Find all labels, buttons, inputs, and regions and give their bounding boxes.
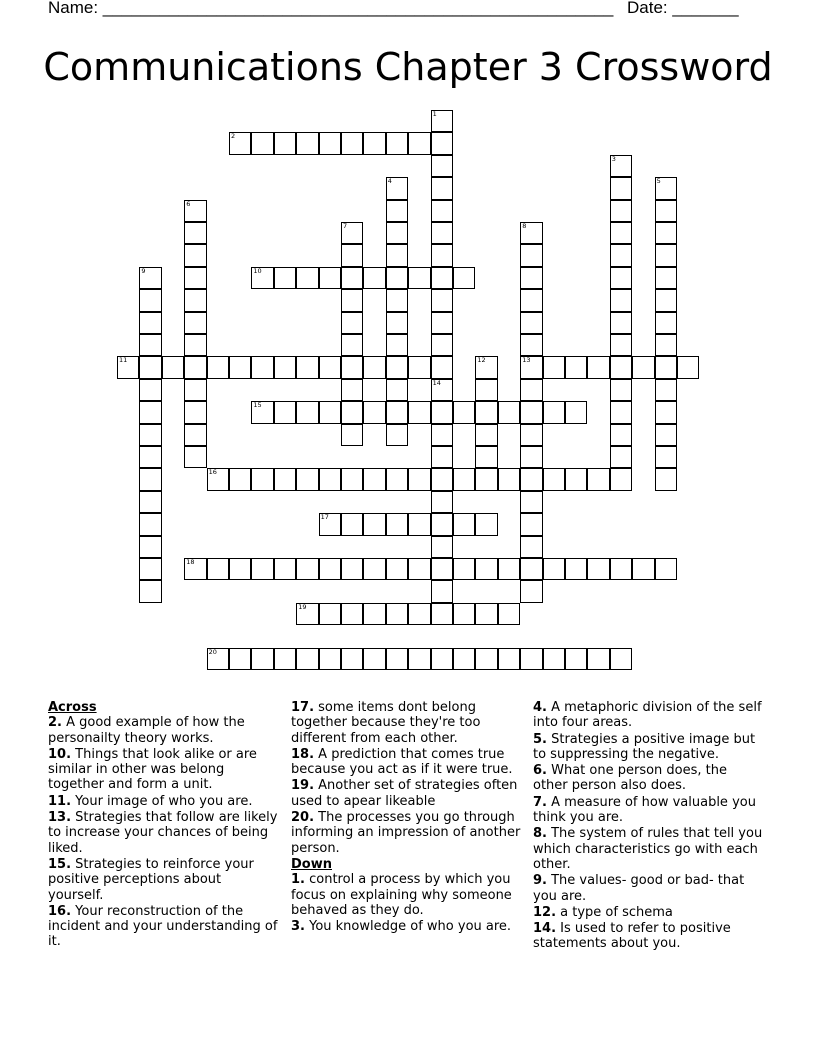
crossword-cell[interactable] [655,558,677,580]
crossword-cell[interactable] [207,648,229,670]
crossword-cell[interactable] [251,267,273,289]
crossword-cell[interactable] [363,603,385,625]
crossword-cell[interactable] [431,155,453,177]
cell-number: 2 [231,132,236,141]
crossword-cell[interactable] [610,356,632,378]
clue-across-10: 10. Things that look alike or are similar in other was belong together and form a unit. [48,746,257,793]
date-field-label: Date: _______ [627,0,739,17]
crossword-cell[interactable] [408,356,430,378]
crossword-cell[interactable] [498,468,520,490]
crossword-cell[interactable] [363,468,385,490]
crossword-cell[interactable] [431,289,453,311]
crossword-cell[interactable] [139,424,161,446]
crossword-cell[interactable] [319,513,341,535]
crossword-cell[interactable] [520,648,542,670]
crossword-cell[interactable] [431,468,453,490]
crossword-cell[interactable] [341,356,363,378]
crossword-cell[interactable] [319,356,341,378]
crossword-cell[interactable] [319,468,341,490]
crossword-cell[interactable] [453,513,475,535]
crossword-cell[interactable] [408,401,430,423]
crossword-cell[interactable] [229,356,251,378]
crossword-cell[interactable] [565,648,587,670]
crossword-cell[interactable] [274,648,296,670]
name-field-label: Name: ______________________________________________________ [48,0,614,17]
crossword-cell[interactable] [655,312,677,334]
crossword-cell[interactable] [184,334,206,356]
clue-down-5: 5. Strategies a positive image but to suppressing the negative. [533,731,756,762]
crossword-cell[interactable] [162,356,184,378]
crossword-cell[interactable] [431,132,453,154]
crossword-cell[interactable] [341,312,363,334]
crossword-cell[interactable] [363,132,385,154]
crossword-cell[interactable] [655,379,677,401]
crossword-cell[interactable] [431,580,453,602]
crossword-cell[interactable] [655,356,677,378]
crossword-cell[interactable] [251,648,273,670]
crossword-cell[interactable] [610,334,632,356]
crossword-cell[interactable] [341,132,363,154]
clue-across-17: 17. some items dont belong together because they're too different from each other. [291,700,481,746]
crossword-cell[interactable] [341,379,363,401]
crossword-cell[interactable] [139,446,161,468]
crossword-cell[interactable] [274,558,296,580]
crossword-cell[interactable] [386,312,408,334]
crossword-cell[interactable] [498,648,520,670]
cell-number: 14 [432,378,441,387]
crossword-cell[interactable] [520,401,542,423]
cell-number: 17 [320,513,329,522]
crossword-cell[interactable] [363,558,385,580]
crossword-cell[interactable] [386,267,408,289]
crossword-cell[interactable] [363,401,385,423]
crossword-cell[interactable] [296,401,318,423]
crossword-cell[interactable] [341,513,363,535]
cell-number: 5 [656,177,661,186]
cell-number: 11 [119,356,128,365]
crossword-cell[interactable] [520,468,542,490]
crossword-cell[interactable] [543,648,565,670]
crossword-cell[interactable] [386,132,408,154]
crossword-cell[interactable] [655,177,677,199]
crossword-cell[interactable] [677,356,699,378]
crossword-cell[interactable] [655,267,677,289]
crossword-cell[interactable] [431,312,453,334]
cell-number: 9 [141,266,146,275]
crossword-cell[interactable] [184,424,206,446]
crossword-cell[interactable] [655,446,677,468]
crossword-cell[interactable] [565,468,587,490]
clues-column-3 [533,700,765,953]
clue-across-18: 18. A prediction that comes true because you act as if it were true. [291,746,513,778]
crossword-cell[interactable] [475,558,497,580]
crossword-cell[interactable] [386,424,408,446]
crossword-cell[interactable] [319,648,341,670]
crossword-cell[interactable] [319,603,341,625]
crossword-cell[interactable] [655,289,677,311]
crossword-cell[interactable] [184,312,206,334]
crossword-cell[interactable] [655,401,677,423]
crossword-cell[interactable] [655,468,677,490]
crossword-cell[interactable] [363,513,385,535]
crossword-cell[interactable] [565,558,587,580]
crossword-cell[interactable] [453,267,475,289]
crossword-cell[interactable] [587,558,609,580]
crossword-cell[interactable] [587,648,609,670]
crossword-cell[interactable] [184,244,206,266]
crossword-cell[interactable] [341,244,363,266]
crossword-cell[interactable] [520,424,542,446]
crossword-cell[interactable] [655,424,677,446]
crossword-cell[interactable] [475,356,497,378]
crossword-cell[interactable] [655,244,677,266]
cell-number: 15 [253,401,262,410]
cell-number: 18 [186,558,195,566]
clue-down-14: 14. Is used to refer to positive statements about you. [533,921,731,952]
crossword-cell[interactable] [319,558,341,580]
crossword-cell[interactable] [184,200,206,222]
crossword-cell[interactable] [431,536,453,558]
crossword-cell[interactable] [543,356,565,378]
crossword-cell[interactable] [363,356,385,378]
crossword-cell[interactable] [184,289,206,311]
crossword-cell[interactable] [139,334,161,356]
crossword-cell[interactable] [610,155,632,177]
clue-down-12: 12. a type of schema [533,904,673,920]
crossword-cell[interactable] [251,356,273,378]
crossword-cell[interactable] [229,558,251,580]
crossword-cell[interactable] [386,289,408,311]
crossword-cell[interactable] [475,648,497,670]
crossword-cell[interactable] [341,334,363,356]
crossword-cell[interactable] [453,648,475,670]
crossword-cell[interactable] [610,244,632,266]
cell-number: 16 [208,468,217,477]
crossword-cell[interactable] [363,267,385,289]
crossword-cell[interactable] [431,648,453,670]
crossword-cell[interactable] [207,356,229,378]
crossword-cell[interactable] [386,468,408,490]
clue-across-15: 15. Strategies to reinforce your positive perceptions about yourself. [48,856,254,903]
crossword-cell[interactable] [139,491,161,513]
crossword-cell[interactable] [587,468,609,490]
crossword-cell[interactable] [610,424,632,446]
crossword-cell[interactable] [341,267,363,289]
crossword-cell[interactable] [139,312,161,334]
crossword-cell[interactable] [453,603,475,625]
crossword-cell[interactable] [610,177,632,199]
crossword-cell[interactable] [274,356,296,378]
crossword-cell[interactable] [431,356,453,378]
crossword-cell[interactable] [184,446,206,468]
crossword-cell[interactable] [520,491,542,513]
crossword-cell[interactable] [363,648,385,670]
crossword-cell[interactable] [207,468,229,490]
crossword-cell[interactable] [341,648,363,670]
crossword-cell[interactable] [610,267,632,289]
clue-across-2: 2. A good example of how the personailty theory works. [48,715,245,746]
crossword-cell[interactable] [386,558,408,580]
crossword-cell[interactable] [632,356,654,378]
crossword-cell[interactable] [251,132,273,154]
crossword-cell[interactable] [431,401,453,423]
crossword-cell[interactable] [408,267,430,289]
crossword-cell[interactable] [117,356,139,378]
crossword-cell[interactable] [610,446,632,468]
crossword-cell[interactable] [386,334,408,356]
crossword-cell[interactable] [610,379,632,401]
crossword-cell[interactable] [520,356,542,378]
crossword-cell[interactable] [520,267,542,289]
cell-number: 4 [387,177,392,186]
crossword-cell[interactable] [408,132,430,154]
crossword-cell[interactable] [498,603,520,625]
crossword-cell[interactable] [386,244,408,266]
cell-number: 1 [432,110,437,118]
crossword-cell[interactable] [610,312,632,334]
clue-down-6: 6. What one person does, the other person also does. [533,763,727,794]
crossword-cell[interactable] [520,580,542,602]
crossword-cell[interactable] [386,356,408,378]
crossword-cell[interactable] [475,468,497,490]
crossword-cell[interactable] [520,244,542,266]
crossword-cell[interactable] [431,491,453,513]
crossword-cell[interactable] [543,558,565,580]
cell-number: 8 [522,222,527,230]
crossword-cell[interactable] [408,603,430,625]
crossword-cell[interactable] [408,558,430,580]
cell-number: 19 [298,602,307,611]
crossword-cell[interactable] [610,401,632,423]
crossword-cell[interactable] [475,379,497,401]
crossword-cell[interactable] [139,468,161,490]
page-title: Communications Chapter 3 Crossword [43,45,773,89]
clue-across-13: 13. Strategies that follow are likely to increase your chances of being liked. [48,810,278,856]
clue-down-4: 4. A metaphoric division of the self into four areas. [533,700,762,731]
crossword-cell[interactable] [386,177,408,199]
crossword-cell[interactable] [408,513,430,535]
crossword-cell[interactable] [431,424,453,446]
crossword-cell[interactable] [229,132,251,154]
crossword-cell[interactable] [139,580,161,602]
crossword-cell[interactable] [431,110,453,132]
crossword-cell[interactable] [341,222,363,244]
clue-down-8: 8. The system of rules that tell you which characteristics go with each other. [533,826,763,872]
clue-down-7: 7. A measure of how valuable you think you are. [533,794,756,826]
cell-number: 3 [611,154,616,163]
crossword-cell[interactable] [139,401,161,423]
crossword-cell[interactable] [296,356,318,378]
crossword-cell[interactable] [386,603,408,625]
crossword-cell[interactable] [386,648,408,670]
crossword-cell[interactable] [251,468,273,490]
crossword-cell[interactable] [341,558,363,580]
crossword-cell[interactable] [319,401,341,423]
crossword-cell[interactable] [431,603,453,625]
crossword-cell[interactable] [431,222,453,244]
clues-column-2 [291,700,527,935]
cell-number: 7 [343,222,348,230]
crossword-cell[interactable] [610,468,632,490]
crossword-cell[interactable] [431,267,453,289]
crossword-cell[interactable] [431,177,453,199]
crossword-cell[interactable] [431,446,453,468]
crossword-cell[interactable] [139,289,161,311]
crossword-cell[interactable] [408,468,430,490]
crossword-cell[interactable] [431,200,453,222]
crossword-cell[interactable] [475,513,497,535]
crossword-cell[interactable] [319,267,341,289]
crossword-cell[interactable] [655,200,677,222]
crossword-cell[interactable] [274,267,296,289]
crossword-cell[interactable] [498,558,520,580]
clue-across-19: 19. Another set of strategies often used to apear likeable [291,778,518,809]
crossword-cell[interactable] [431,244,453,266]
crossword-cell[interactable] [520,558,542,580]
crossword-cell[interactable] [655,334,677,356]
crossword-cell[interactable] [520,446,542,468]
crossword-cell[interactable] [386,379,408,401]
crossword-cell[interactable] [475,603,497,625]
crossword-cell[interactable] [296,267,318,289]
cell-number: 10 [253,266,262,275]
down-heading: Down [291,856,332,872]
clue-down-1: 1. control a process by which you focus on explaining why someone behaved as they do. [291,872,512,918]
crossword-cell[interactable] [139,536,161,558]
crossword-cell[interactable] [543,401,565,423]
clue-down-9: 9. The values- good or bad- that you are. [533,873,745,904]
clue-across-16: 16. Your reconstruction of the incident and your understanding of it. [48,903,278,950]
crossword-cell[interactable] [184,401,206,423]
crossword-cell[interactable] [341,468,363,490]
crossword-cell[interactable] [251,401,273,423]
crossword-cell[interactable] [139,356,161,378]
crossword-cell[interactable] [520,536,542,558]
crossword-cell[interactable] [139,513,161,535]
crossword-cell[interactable] [229,468,251,490]
crossword-cell[interactable] [520,222,542,244]
clue-down-3: 3. You knowledge of who you are. [291,919,512,935]
crossword-cell[interactable] [520,379,542,401]
crossword-cell[interactable] [274,132,296,154]
crossword-cell[interactable] [296,603,318,625]
crossword-cell[interactable] [587,356,609,378]
crossword-cell[interactable] [251,558,273,580]
crossword-cell[interactable] [341,424,363,446]
crossword-cell[interactable] [229,648,251,670]
crossword-cell[interactable] [610,648,632,670]
crossword-cell[interactable] [431,334,453,356]
crossword-cell[interactable] [453,468,475,490]
crossword-cell[interactable] [341,603,363,625]
crossword-cell[interactable] [184,267,206,289]
crossword-cell[interactable] [520,513,542,535]
crossword-cell[interactable] [520,312,542,334]
crossword-cell[interactable] [139,267,161,289]
crossword-cell[interactable] [431,558,453,580]
crossword-cell[interactable] [453,401,475,423]
crossword-cell[interactable] [341,401,363,423]
crossword-cell[interactable] [296,132,318,154]
crossword-cell[interactable] [453,558,475,580]
crossword-cell[interactable] [386,401,408,423]
cell-number: 20 [208,647,217,656]
crossword-cell[interactable] [139,558,161,580]
crossword-cell[interactable] [610,558,632,580]
crossword-cell[interactable] [632,558,654,580]
crossword-cell[interactable] [475,401,497,423]
clue-across-20: 20. The processes you go through informing an impression of another person. [291,810,521,856]
crossword-cell[interactable] [520,334,542,356]
cell-number: 13 [522,356,531,365]
crossword-cell[interactable] [565,356,587,378]
crossword-cell[interactable] [386,222,408,244]
crossword-cell[interactable] [431,379,453,401]
crossword-cell[interactable] [408,648,430,670]
crossword-cell[interactable] [274,401,296,423]
crossword-cell[interactable] [296,648,318,670]
crossword-cell[interactable] [184,356,206,378]
crossword-cell[interactable] [610,289,632,311]
crossword-cell[interactable] [274,468,296,490]
clue-across-11: 11. Your image of who you are. [48,793,253,809]
crossword-cell[interactable] [296,468,318,490]
crossword-cell[interactable] [184,558,206,580]
crossword-cell[interactable] [565,401,587,423]
crossword-cell[interactable] [610,222,632,244]
crossword-cell[interactable] [610,200,632,222]
clues-column-1 [48,700,280,951]
crossword-cell[interactable] [184,222,206,244]
crossword-cell[interactable] [184,379,206,401]
crossword-cell[interactable] [341,289,363,311]
cell-number: 6 [186,199,191,208]
crossword-cell[interactable] [475,446,497,468]
crossword-cell[interactable] [498,401,520,423]
crossword-cell[interactable] [319,132,341,154]
crossword-cell[interactable] [139,379,161,401]
across-heading: Across [48,700,97,715]
crossword-cell[interactable] [386,200,408,222]
crossword-cell[interactable] [431,513,453,535]
crossword-cell[interactable] [475,424,497,446]
crossword-cell[interactable] [520,289,542,311]
cell-number: 12 [477,356,486,365]
crossword-cell[interactable] [543,468,565,490]
crossword-cell[interactable] [655,222,677,244]
crossword-cell[interactable] [386,513,408,535]
crossword-cell[interactable] [207,558,229,580]
crossword-cell[interactable] [296,558,318,580]
